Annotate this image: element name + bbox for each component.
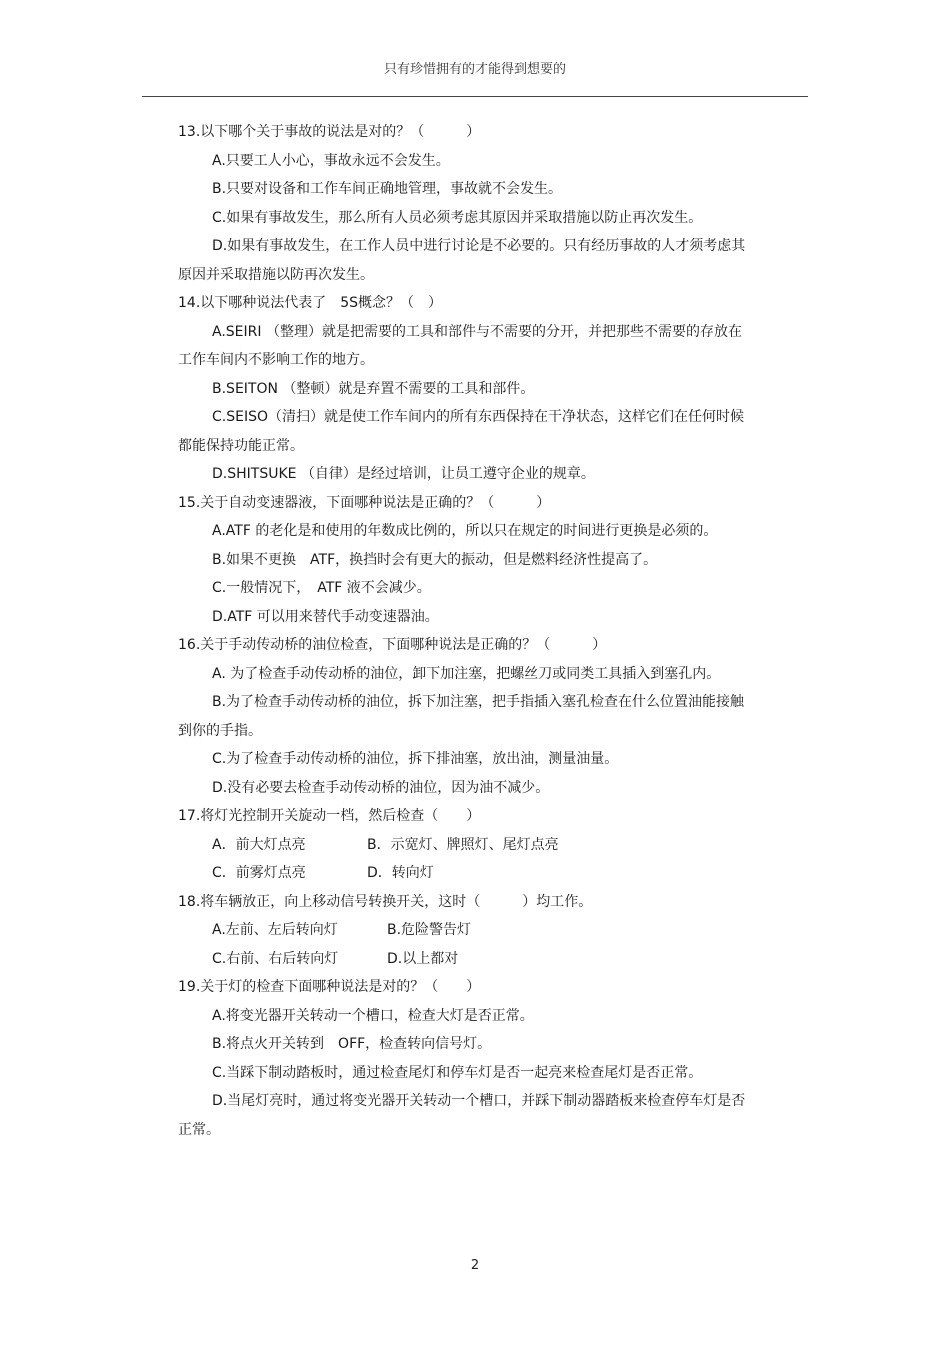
- question-14-option-a: A.SEIRI （整理）就是把需要的工具和部件与不需要的分开，并把那些不需要的存放在工作车间内不影响工作的地方。: [178, 323, 742, 368]
- question-16-option-a: A. 为了检查手动传动桥的油位，卸下加注塞，把螺丝刀或同类工具插入到塞孔内。: [212, 665, 721, 682]
- page-number: 2: [470, 1258, 480, 1273]
- question-15-option-a: A.ATF 的老化是和使用的年数成比例的，所以只在规定的时间进行更换是必须的。: [212, 523, 718, 539]
- question-17-option-d: D．转向灯: [367, 865, 434, 881]
- question-16-option-d: D.没有必要去检查手动传动桥的油位，因为油不减少。: [212, 779, 550, 796]
- question-17-stem: 17.将灯光控制开关旋动一档，然后检查（ ）: [178, 808, 481, 824]
- question-16-option-b: B.为了检查手动传动桥的油位，拆下加注塞，把手指插入塞孔检查在什么位置油能接触到你的手指。: [178, 694, 745, 739]
- question-13-option-c: C.如果有事故发生，那么所有人员必须考虑其原因并采取措施以防止再次发生。: [212, 209, 703, 226]
- question-13-option-b: B.只要对设备和工作车间正确地管理，事故就不会发生。: [212, 181, 563, 197]
- question-17-options-row-2: [178, 859, 748, 888]
- question-18-stem: 18.将车辆放正，向上移动信号转换开关，这时（ ）均工作。: [178, 893, 593, 910]
- question-19-option-d: D.当尾灯亮时，通过将变光器开关转动一个槽口，并踩下制动器踏板来检查停车灯是否正常。: [178, 1093, 746, 1138]
- question-15-option-d: D.ATF 可以用来替代手动变速器油。: [212, 608, 439, 625]
- question-14-option-d: D.SHITSUKE （自律）是经过培训，让员工遵守企业的规章。: [212, 466, 595, 482]
- question-19-option-c: C.当踩下制动踏板时，通过检查尾灯和停车灯是否一起亮来检查尾灯是否正常。: [212, 1064, 703, 1081]
- question-15-option-c: C.一般情况下， ATF 液不会减少。: [212, 580, 431, 596]
- question-14-stem: 14.以下哪种说法代表了 5S概念？（ ）: [178, 295, 443, 311]
- question-18-option-b: B.危险警告灯: [387, 922, 472, 938]
- question-19-stem: 19.关于灯的检查下面哪种说法是对的？（ ）: [178, 979, 481, 995]
- question-13-option-a: A.只要工人小心，事故永远不会发生。: [212, 152, 450, 169]
- question-13-stem: 13.以下哪个关于事故的说法是对的？（ ）: [178, 124, 481, 140]
- question-17-option-b: B．示宽灯、牌照灯、尾灯点亮: [367, 836, 559, 853]
- question-17-option-a: A．前大灯点亮: [212, 836, 306, 853]
- question-list: [178, 118, 748, 1144]
- question-17-options-row-1: [178, 831, 748, 860]
- header-rule: [142, 96, 808, 97]
- question-19-option-a: A.将变光器开关转动一个槽口，检查大灯是否正常。: [212, 1007, 534, 1024]
- question-18-option-d: D.以上都对: [387, 950, 459, 967]
- question-18-options-row-2: [178, 945, 748, 974]
- question-15-option-b: B.如果不更换 ATF，换挡时会有更大的振动，但是燃料经济性提高了。: [212, 551, 658, 568]
- question-18-option-a: A.左前、左后转向灯: [212, 922, 338, 938]
- question-14-option-c: C.SEISO（清扫）就是使工作车间内的所有东西保持在干净状态，这样它们在任何时候都能保持功能正常。: [178, 409, 744, 454]
- question-17-option-c: C．前雾灯点亮: [212, 865, 306, 881]
- question-18-option-c: C.右前、右后转向灯: [212, 950, 339, 967]
- question-14-option-b: B.SEITON （整顿）就是弃置不需要的工具和部件。: [212, 380, 535, 397]
- page-header: 只有珍惜拥有的才能得到想要的: [383, 62, 566, 77]
- question-16-stem: 16.关于手动传动桥的油位检查，下面哪种说法是正确的？（ ）: [178, 637, 607, 653]
- question-15-stem: 15.关于自动变速器液，下面哪种说法是正确的？（ ）: [178, 494, 551, 511]
- question-18-options-row-1: [178, 916, 748, 945]
- question-16-option-c: C.为了检查手动传动桥的油位，拆下排油塞，放出油，测量油量。: [212, 751, 619, 767]
- question-13-option-d: D.如果有事故发生，在工作人员中进行讨论是不必要的。只有经历事故的人才须考虑其原因并采取措施以防再次发生。: [178, 238, 746, 283]
- question-19-option-b: B.将点火开关转到 OFF，检查转向信号灯。: [212, 1036, 492, 1052]
